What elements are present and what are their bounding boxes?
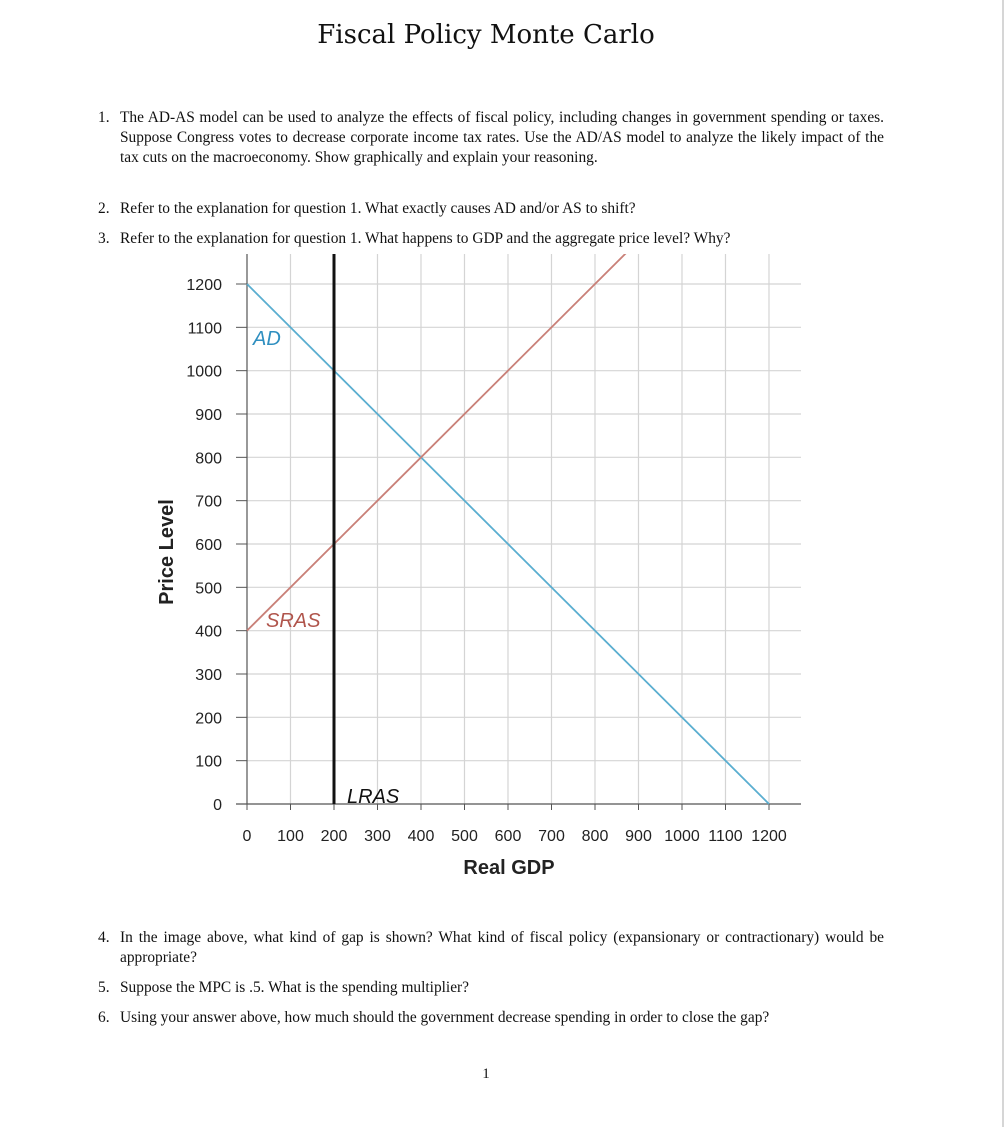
lras-label: LRAS bbox=[347, 786, 400, 808]
x-tick-label: 900 bbox=[625, 828, 652, 845]
y-tick-label: 1200 bbox=[186, 277, 222, 294]
question-6 bbox=[98, 1008, 884, 1028]
question-number: 6. bbox=[98, 1009, 110, 1026]
question-number: 1. bbox=[98, 109, 110, 126]
y-tick-label: 500 bbox=[195, 580, 222, 598]
x-axis-title: Real GDP bbox=[463, 857, 555, 879]
sras-label: SRAS bbox=[266, 610, 321, 632]
x-tick-label: 1000 bbox=[664, 828, 700, 845]
y-tick-label: 400 bbox=[195, 623, 222, 641]
sras-curve bbox=[247, 249, 630, 630]
question-4 bbox=[98, 928, 884, 968]
y-tick-label: 600 bbox=[195, 537, 222, 554]
gridlines bbox=[247, 254, 801, 804]
question-text: Refer to the explanation for question 1. What exactly causes AD and/or AS to shift? bbox=[120, 200, 636, 217]
question-text: Using your answer above, how much should the government decrease spending in order to close the gap? bbox=[120, 1009, 770, 1026]
y-tick-label: 200 bbox=[195, 710, 222, 728]
x-tick-label: 0 bbox=[242, 828, 252, 845]
x-tick-label: 300 bbox=[364, 828, 391, 845]
x-tick-label: 1200 bbox=[751, 828, 787, 845]
question-number: 3. bbox=[98, 230, 110, 247]
y-tick-label: 300 bbox=[195, 667, 222, 684]
question-5 bbox=[98, 978, 884, 998]
axes bbox=[236, 254, 801, 810]
question-number: 2. bbox=[98, 200, 110, 217]
x-tick-label: 200 bbox=[320, 828, 348, 845]
question-number: 5. bbox=[98, 979, 110, 996]
y-axis-title: Price Level bbox=[156, 499, 178, 605]
page-number: 1 bbox=[482, 1066, 490, 1082]
y-tick-label: 1100 bbox=[187, 320, 222, 338]
x-tick-label: 400 bbox=[407, 828, 435, 845]
y-tick-label: 900 bbox=[195, 407, 222, 424]
question-text: Refer to the explanation for question 1. What happens to GDP and the aggregate price level? Why? bbox=[120, 230, 731, 247]
y-tick-label: 1000 bbox=[186, 363, 222, 381]
y-tick-label: 0 bbox=[213, 797, 222, 814]
question-text: Suppose the MPC is .5. What is the spending multiplier? bbox=[120, 979, 469, 996]
question-text: The AD-AS model can be used to analyze the effects of fiscal policy, including changes in government spending or taxes. Suppose Congress votes to decrease corporate income tax rates. Use the AD/AS model to analyze the likely impact of the tax cuts on the macroeconomy. Show graphically and explain your reasoning. bbox=[120, 109, 884, 166]
labels bbox=[156, 277, 787, 879]
x-tick-label: 1100 bbox=[708, 828, 743, 845]
x-tick-label: 100 bbox=[277, 828, 304, 845]
page-title: Fiscal Policy Monte Carlo bbox=[317, 20, 655, 50]
x-tick-label: 800 bbox=[581, 828, 609, 845]
y-tick-label: 800 bbox=[195, 450, 222, 468]
question-number: 4. bbox=[98, 929, 110, 946]
x-tick-label: 600 bbox=[494, 828, 522, 845]
ad-label: AD bbox=[253, 328, 281, 350]
question-text: In the image above, what kind of gap is shown? What kind of fiscal policy (expansionary or contractionary) would be appropriate? bbox=[120, 929, 884, 966]
y-tick-label: 700 bbox=[195, 493, 222, 511]
x-tick-label: 500 bbox=[451, 828, 478, 845]
x-tick-label: 700 bbox=[538, 828, 565, 845]
y-tick-label: 100 bbox=[195, 753, 222, 771]
